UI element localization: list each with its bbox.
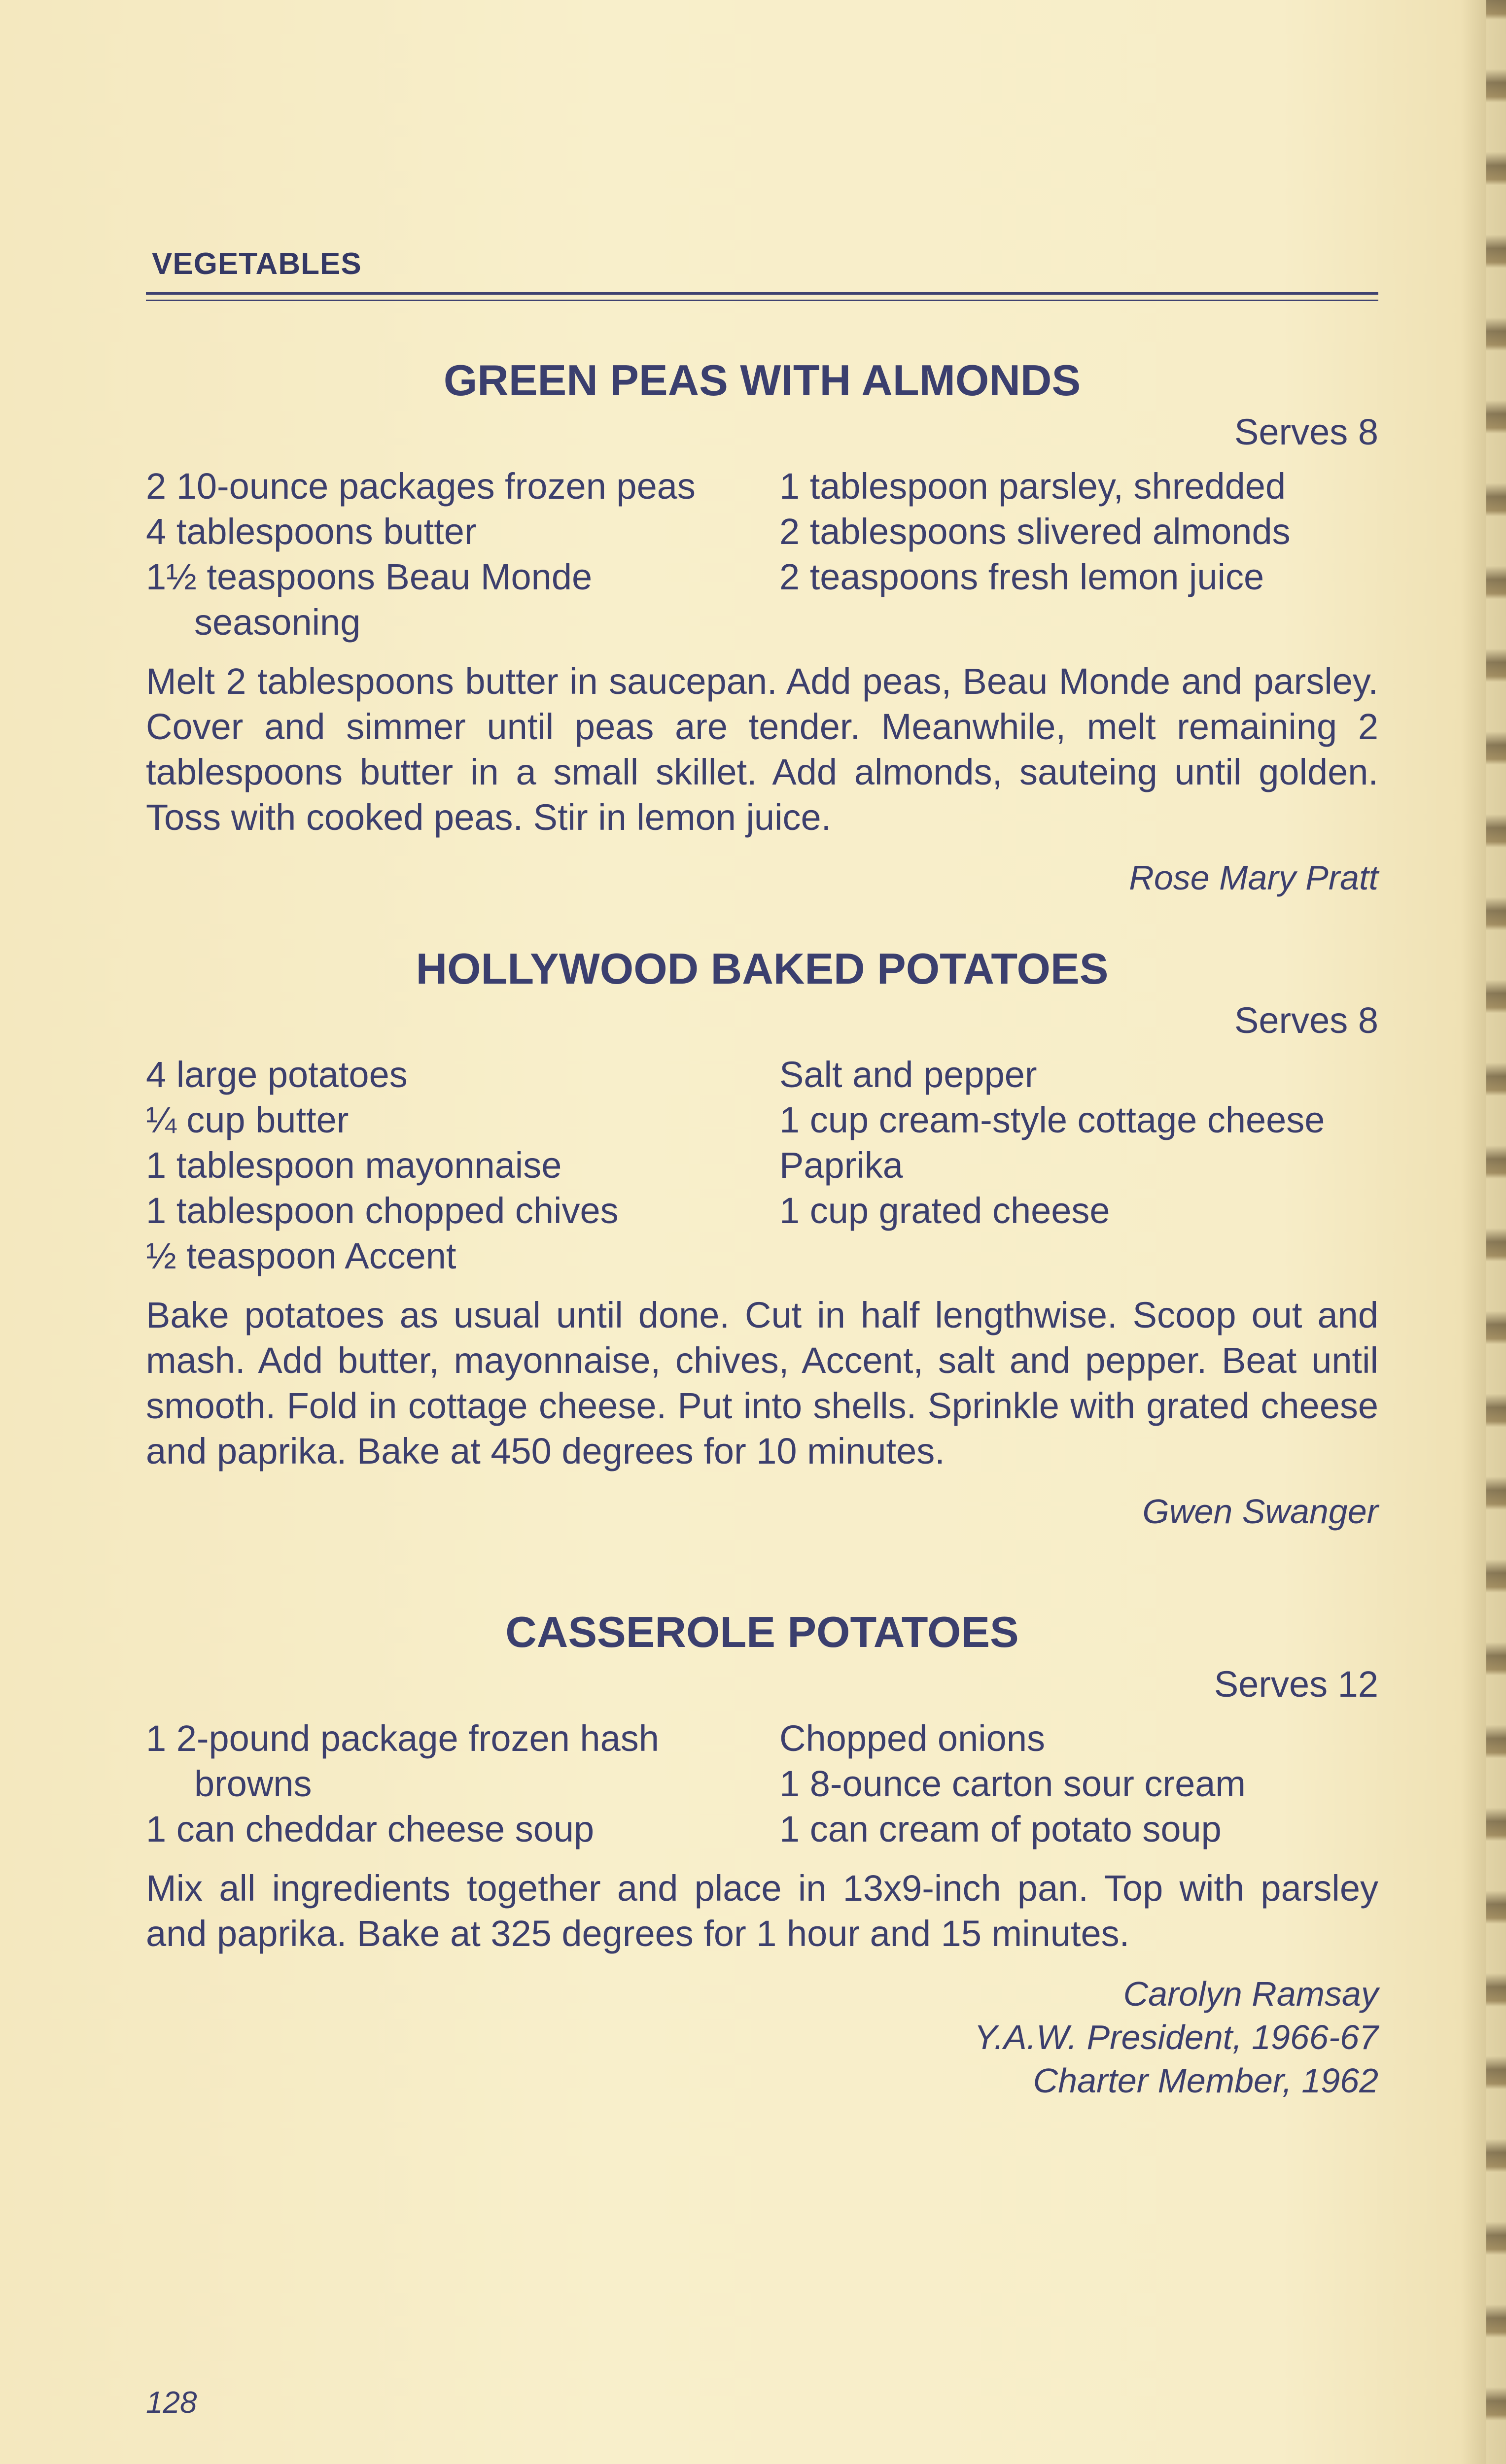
ingredient: Chopped onions (779, 1717, 1045, 1759)
recipe (146, 944, 1378, 1533)
ingredient: 1 can cream of potato soup (779, 1808, 1222, 1849)
ingredient: ½ teaspoon Accent (146, 1235, 456, 1277)
spiral-binding (1486, 0, 1506, 2464)
ingredient-column-right (779, 1716, 1378, 1852)
recipe-serves: Serves 8 (1234, 411, 1378, 453)
recipe-title: GREEN PEAS WITH ALMONDS (443, 356, 1081, 405)
ingredient: 1 tablespoon chopped chives (146, 1190, 619, 1232)
header-rule (146, 292, 1378, 295)
recipe-title: CASSEROLE POTATOES (505, 1608, 1019, 1657)
ingredient: 1 2-pound package frozen hash browns (146, 1717, 659, 1804)
ingredient-list (146, 464, 1378, 645)
page-content (146, 246, 1378, 2102)
ingredient: 2 tablespoons slivered almonds (779, 511, 1291, 552)
recipe-directions: Bake potatoes as usual until done. Cut in half lengthwise. Scoop out and mash. Add butter, mayonnaise, chives, Accent, salt and pepper. Beat until smooth. Fold in cottage cheese. Put into shells. Sprinkle with grated cheese and paprika. Bake at 450 degrees for 10 minutes. (146, 1295, 1378, 1472)
recipe-title: HOLLYWOOD BAKED POTATOES (416, 944, 1109, 993)
ingredient: 1 cup grated cheese (779, 1190, 1110, 1232)
author-line: Rose Mary Pratt (1129, 858, 1378, 897)
ingredient: 2 10-ounce packages frozen peas (146, 466, 696, 507)
recipe-serves: Serves 12 (1214, 1663, 1378, 1705)
author-line: Charter Member, 1962 (1033, 2061, 1378, 2100)
recipe (146, 1607, 1378, 2102)
ingredient: Salt and pepper (779, 1054, 1037, 1095)
ingredient-list (146, 1716, 1378, 1852)
ingredient: 1½ teaspoons Beau Monde seasoning (146, 556, 593, 643)
ingredient-column-right (779, 464, 1378, 645)
author-line: Y.A.W. President, 1966-67 (974, 2018, 1378, 2056)
ingredient: 4 large potatoes (146, 1054, 408, 1095)
recipe-serves: Serves 8 (1234, 1000, 1378, 1041)
ingredient: 4 tablespoons butter (146, 511, 477, 552)
ingredient-column-right (779, 1052, 1378, 1279)
recipe-directions: Mix all ingredients together and place in 13x9-inch pan. Top with parsley and paprika. Bake at 325 degrees for 1 hour and 15 minutes. (146, 1867, 1378, 1954)
recipe (146, 355, 1378, 899)
ingredient: 1 tablespoon mayonnaise (146, 1145, 562, 1186)
author-line: Gwen Swanger (1142, 1492, 1378, 1531)
ingredient: 1 tablespoon parsley, shredded (779, 466, 1286, 507)
ingredient: Paprika (779, 1145, 903, 1186)
recipe-directions: Melt 2 tablespoons butter in saucepan. Add peas, Beau Monde and parsley. Cover and simmer until peas are tender. Meanwhile, melt remaining 2 tablespoons butter in a small skillet. Add almonds, sauteing until golden. Toss with cooked peas. Stir in lemon juice. (146, 661, 1378, 838)
ingredient-list (146, 1052, 1378, 1279)
ingredient: 1 cup cream-style cottage cheese (779, 1099, 1325, 1141)
section-heading: VEGETABLES (152, 247, 362, 281)
recipe-author (146, 1490, 1378, 1533)
ingredient: 1 8-ounce carton sour cream (779, 1763, 1246, 1804)
ingredient: 2 teaspoons fresh lemon juice (779, 556, 1264, 598)
recipe-author (146, 1972, 1378, 2102)
page-number: 128 (146, 2386, 197, 2420)
ingredient: ¼ cup butter (146, 1099, 349, 1141)
author-line: Carolyn Ramsay (1123, 1974, 1378, 2013)
ingredient: 1 can cheddar cheese soup (146, 1808, 595, 1849)
ingredient-column-left (146, 1716, 745, 1852)
recipe-author (146, 856, 1378, 899)
ingredient-column-left (146, 464, 745, 645)
ingredient-column-left (146, 1052, 745, 1279)
header-rule-thin (146, 300, 1378, 301)
